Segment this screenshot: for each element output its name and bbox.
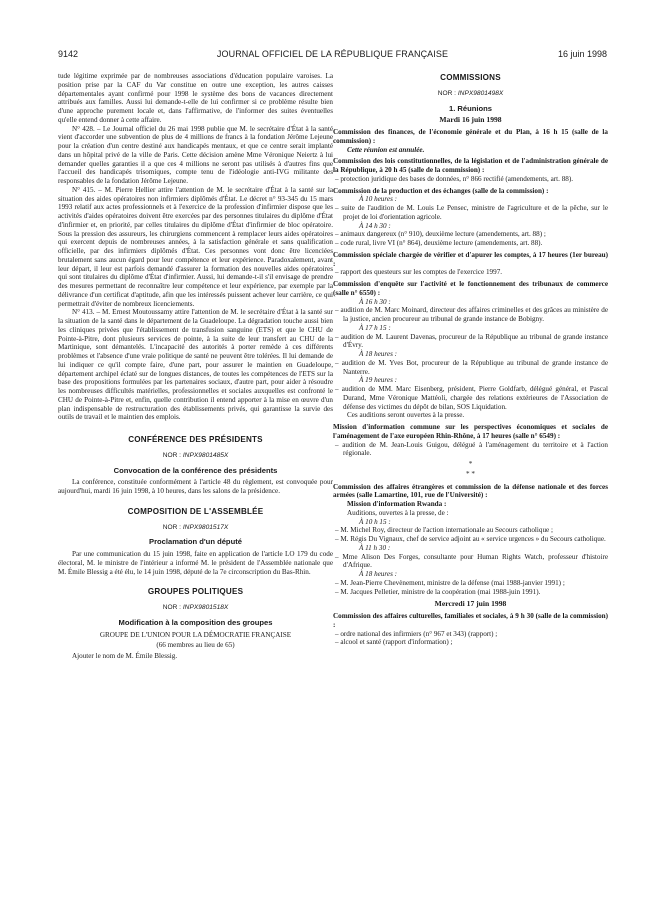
journal-title: JOURNAL OFFICIEL DE LA RÉPUBLIQUE FRANÇAISE bbox=[216, 49, 449, 59]
group-members-count: (66 membres au lieu de 65) bbox=[156, 641, 235, 650]
agenda-item: – M. Michel Roy, directeur de l'action internationale au Secours catholique ; bbox=[335, 526, 553, 535]
convocation-text: La conférence, constituée conformément à l'article 48 du règlement, est convoquée pour aujourd'hui, mardi 16 juin 1998, à 10 heures, dans les salons de la présidence. bbox=[58, 478, 333, 495]
time-slot: À 18 heures : bbox=[359, 350, 398, 358]
agenda-item: – audition de M. Laurent Davenas, procureur de la République au tribunal de grande instance d'Évry. bbox=[335, 332, 608, 350]
question-continuation: tude légitime exprimée par de nombreuses associations d'éducation populaire varoises. La position prise par la CAF du Var constitue en outre une exception, les autres caisses départementales ayant confirmé pour 1998 le système des bons de vacances directement attribués aux familles. Aussi lui demande-t-elle de lui confirmer si ce problème résulte bien d'une approche purement locale et, dans l'affirmative, de l'informer des suites éventuelles qu'elle entend donner à cette affaire. bbox=[58, 72, 333, 124]
press-note: Ces auditions seront ouvertes à la presse. bbox=[347, 411, 465, 420]
time-slot: À 19 heures : bbox=[359, 376, 398, 385]
commission-affaires-etrangeres: Commission des affaires étrangères et commission de la défense nationale et des forces armées (salle Lamartine, 101, rue de l'Université) : bbox=[333, 482, 608, 500]
heading-reunions: 1. Réunions bbox=[448, 103, 493, 113]
agenda-item: – rapport des questeurs sur les comptes de l'exercice 1997. bbox=[335, 268, 503, 277]
commission-production: Commission de la production et des échanges (salle de la commission) : bbox=[333, 186, 549, 195]
mission-rwanda: Mission d'information Rwanda : bbox=[347, 500, 447, 508]
day-heading: Mercredi 17 juin 1998 bbox=[434, 599, 507, 609]
page-header bbox=[58, 49, 607, 61]
question-415: N° 415. – M. Pierre Hellier attire l'attention de M. le secrétaire d'État à la santé sur la situation des aides opératoires non infirmiers diplômés d'État. Le décret n° 93-345 du 15 mars 1993 relatif aux actes professionnels et à l'exercice de la profession d'infirmier dispose que les activités d'aides opératoires doivent être exercées par des personnes titulaires du diplôme d'État d'infirmier et, en priorité, par celles titulaires du diplôme d'État d'infirmier de bloc opératoire. Sous la pression des assureurs, les chirurgiens commencent à remplacer leurs aides opératoires qui exercent depuis de nombreuses années, à la satisfaction générale et sans qualification officielle, par des infirmiers diplômés d'État. Ces personnes vont donc être licenciées brutalement sans aucun égard pour leur compétence et leur expérience. Paradoxalement, avant leur départ, il leur est parfois demandé d'assurer la formation des nouvelles aides opératoires qui sont titulaires du diplôme d'État d'infirmier. Aussi, lui demande-t-il s'il envisage de prendre des mesures permettant de reconnaître leur compétence et leur expérience, par exemple par la délivrance d'un certificat d'aptitude, afin que les intéressés puissent achever leur carrière, ce qui permettrait d'éviter de nombreux licenciements. bbox=[58, 185, 333, 308]
commission-lois: Commission des lois constitutionnelles, de la législation et de l'administration générale de la République, à 20 h 45 (salle de la commission) : bbox=[333, 157, 608, 174]
agenda-item: – M. Régis Du Vignaux, chef de service adjoint au « service urgences » du Secours catholique. bbox=[335, 535, 606, 543]
group-addition: Ajouter le nom de M. Émile Blessig. bbox=[72, 652, 178, 660]
group-name: GROUPE DE L'UNION POUR LA DÉMOCRATIE FRANÇAISE bbox=[99, 630, 292, 639]
question-413: N° 413. – M. Ernest Moutoussamy attire l'attention de M. le secrétaire d'État à la santé sur la situation de la santé dans le département de la Guadeloupe. La dégradation touche aussi bien les cliniques privées que l'établissement de transfusion sanguine (ETS) et que le CHU de Pointe-à-Pitre, dont plusieurs services de pointe, à la suite de leur transfert au CHU de la Martinique, sont démantelés. L'incapacité des autorités à porter remède à ces différents problèmes et l'absence d'une vraie politique de santé ne peuvent être tolérées. Il lui demande de lui indiquer ce qu'il compte faire, d'une part, pour assurer le maintien en Guadeloupe, département archipel éclaté sur de longues distances, de toutes les compétences de l'ETS sur la base des propositions formulées par les partenaires sociaux, d'autre part, pour aider à résoudre les nombreuses difficultés matérielles, professionnelles et sociales auxquelles est confronté le CHU de Pointe-à-Pitre et, enfin, quelle contribution il entend apporter à la mise en œuvre d'un plan indispensable de restructuration des établissements privés, qui garantisse la survie des outils de travail et le maintien des emplois. bbox=[58, 308, 333, 422]
time-slot: À 11 h 30 : bbox=[359, 543, 391, 552]
section-title-conference: CONFÉRENCE DES PRÉSIDENTS bbox=[128, 435, 263, 444]
separator-asterisks: * * bbox=[466, 469, 475, 478]
time-slot: À 18 heures : bbox=[359, 570, 398, 578]
cancellation-note: Cette réunion est annulée. bbox=[347, 145, 425, 154]
subtitle-convocation: Convocation de la conférence des présidents bbox=[113, 465, 278, 475]
nor-reference: NOR : INPX9801498X bbox=[437, 89, 504, 97]
time-slot: À 10 heures : bbox=[359, 195, 398, 204]
right-column bbox=[333, 72, 608, 647]
agenda-item: – suite de l'audition de M. Louis Le Pensec, ministre de l'agriculture et de la pêche, sur le projet de loi d'orientation agricole. bbox=[335, 204, 608, 221]
nor-reference: NOR : INPX9801517X bbox=[162, 523, 229, 531]
agenda-item: – animaux dangereux (n° 910), deuxième lecture (amendements, art. 88) ; bbox=[335, 230, 546, 239]
nor-reference: NOR : INPX9801485X bbox=[162, 451, 229, 459]
time-slot: À 17 h 15 : bbox=[359, 323, 391, 332]
agenda-item: – audition de MM. Marc Eisenberg, président, Pierre Goldfarb, délégué général, et Pascal Durand, Mme Véronique Mattéoli, chargée des relations extérieures de l'Association de défense des victimes du dépôt de bilan, SOS Liquidation. bbox=[335, 385, 608, 411]
mission-rhin-rhone: Mission d'information commune sur les perspectives économiques et sociales de l'aménagement de l'axe européen Rhin-Rhône, à 17 heures (salle n° 6549) : bbox=[333, 423, 608, 440]
section-title-composition: COMPOSITION DE L'ASSEMBLÉE bbox=[127, 506, 264, 516]
section-title-groupes: GROUPES POLITIQUES bbox=[147, 587, 244, 597]
time-slot: À 10 h 15 : bbox=[359, 517, 391, 526]
commission-finances: Commission des finances, de l'économie générale et du Plan, à 16 h 15 (salle de la commission) : bbox=[333, 128, 608, 145]
agenda-item: – audition de M. Marc Moinard, directeur des affaires criminelles et des grâces au ministère de la justice, ancien procureur au tribunal de grande instance de Bobigny. bbox=[335, 306, 608, 323]
left-column bbox=[58, 72, 333, 661]
agenda-item: – Mme Alison Des Forges, consultante pour Human Rights Watch, professeur d'histoire d'Afrique. bbox=[335, 552, 608, 570]
subtitle-proclamation: Proclamation d'un député bbox=[149, 537, 242, 547]
day-heading: Mardi 16 juin 1998 bbox=[439, 115, 502, 125]
issue-date: 16 juin 1998 bbox=[557, 49, 607, 59]
section-title-commissions: COMMISSIONS bbox=[440, 73, 501, 82]
subtitle-modification: Modification à la composition des groupes bbox=[118, 617, 273, 627]
agenda-item: – alcool et santé (rapport d'information) ; bbox=[335, 638, 453, 647]
time-slot: À 14 h 30 : bbox=[359, 221, 391, 230]
proclamation-text: Par une communication du 15 juin 1998, faite en application de l'article LO 179 du code électoral, M. le ministre de l'intérieur a informé M. le président de l'Assemblée nationale que M. Émile Blessig a été élu, le 14 juin 1998, député de la 7e circonscription du Bas-Rhin. bbox=[58, 550, 333, 576]
commission-affaires-culturelles: Commission des affaires culturelles, familiales et sociales, à 9 h 30 (salle de la commission) : bbox=[333, 612, 608, 629]
question-428: N° 428. – Le Journal officiel du 26 mai 1998 publie que M. le secrétaire d'État à la santé vient d'accorder une subvention de plus de 4 millions de francs à la fondation Jérôme Lejeune pour la création d'un centre destiné aux handicapés mentaux, et que ce centre serait implanté dans un hôpital privé de la ville de Paris. Cette décision amène Mme Véronique Neiertz à lui demander quelles garanties il a que ces 4 millions ne seront pas utilisés à d'autres fins que l'accueil des handicapés trisomiques, compte tenu de l'idéologie anti-IVG militante des responsables de la fondation Jérôme Lejeune. bbox=[58, 124, 333, 185]
agenda-item: – M. Jacques Pelletier, ministre de la coopération (mai 1988-juin 1991). bbox=[335, 587, 541, 596]
commission-speciale: Commission spéciale chargée de vérifier et d'apurer les comptes, à 17 heures (1er bureau) : bbox=[333, 250, 608, 268]
nor-reference: NOR : INPX9801518X bbox=[162, 604, 229, 611]
agenda-item: – audition de M. Yves Bot, procureur de la République au tribunal de grande instance de Nanterre. bbox=[335, 358, 608, 376]
time-slot: À 16 h 30 : bbox=[359, 297, 391, 306]
agenda-item: – ordre national des infirmiers (n° 967 et 343) (rapport) ; bbox=[335, 629, 498, 638]
separator-asterisk: * bbox=[468, 460, 473, 468]
agenda-item: – audition de M. Jean-Louis Guigou, délégué à l'aménagement du territoire et à l'action régionale. bbox=[335, 440, 608, 458]
agenda-item: – protection juridique des bases de données, n° 866 rectifié (amendements, art. 88). bbox=[335, 174, 574, 183]
page-number: 9142 bbox=[58, 49, 79, 59]
agenda-item: – M. Jean-Pierre Chevènement, ministre de la défense (mai 1988-janvier 1991) ; bbox=[335, 578, 565, 587]
commission-enquete: Commission d'enquête sur l'activité et le fonctionnement des tribunaux de commerce (salle n° 6550) : bbox=[333, 280, 608, 297]
auditions-note: Auditions, ouvertes à la presse, de : bbox=[347, 508, 449, 517]
agenda-item: – code rural, livre VI (n° 864), deuxième lecture (amendements, art. 88). bbox=[335, 239, 543, 247]
